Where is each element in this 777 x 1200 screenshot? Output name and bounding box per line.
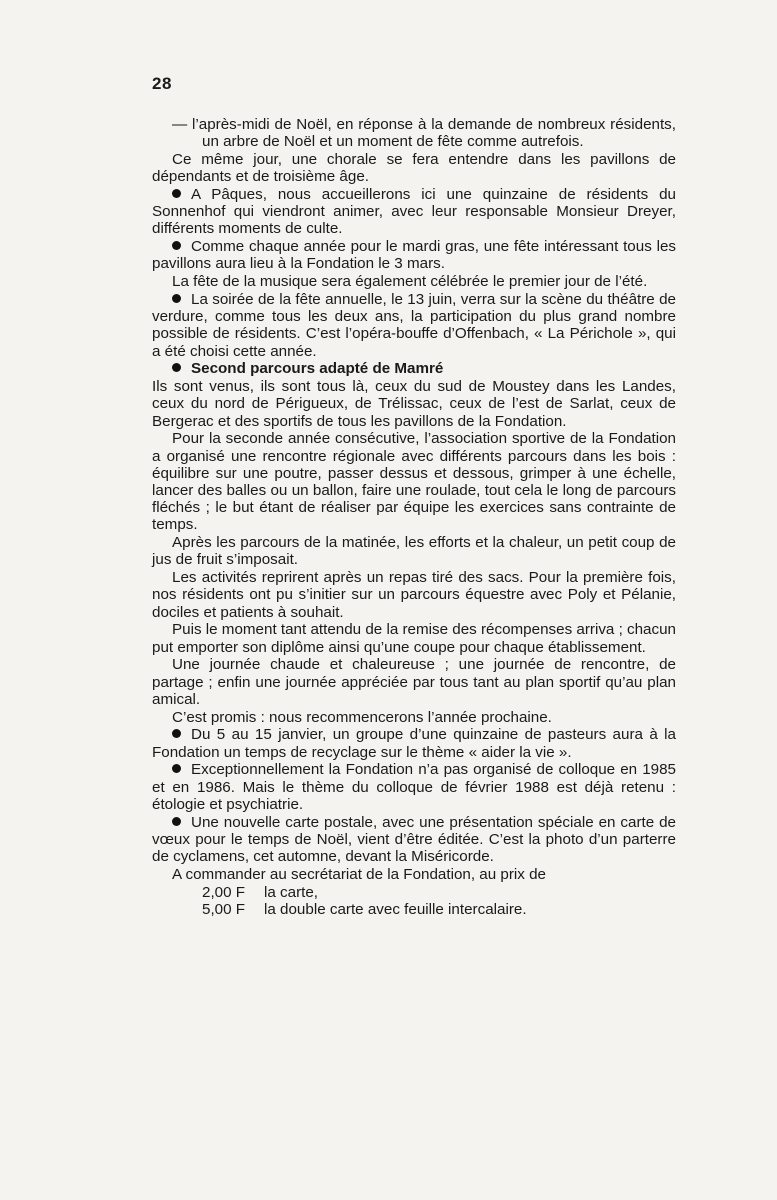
paragraph-mardi-gras: Comme chaque année pour le mardi gras, une fête intéressant tous les pavillons aura lieu à la Fondation le 3 mars. — [152, 238, 676, 273]
paragraph-promise: C’est promis : nous recommencerons l’année prochaine. — [172, 708, 552, 726]
bullet-icon — [172, 363, 181, 372]
paragraph-morning: Après les parcours de la matinée, les efforts et la chaleur, un petit coup de jus de fruit s’imposait. — [152, 534, 676, 569]
paragraph-annual-fete: La soirée de la fête annuelle, le 13 juin, verra sur la scène du théâtre de verdure, comme tous les deux ans, la participation du plus grand nombre possible de résidents. C’est l’opéra-bouffe d’Offenbach, « La Périchole », qui a été choisi cette année. — [152, 291, 676, 360]
bullet-icon — [172, 189, 181, 198]
paragraph-sports-course: Pour la seconde année consécutive, l’association sportive de la Fondation a organisé une rencontre régionale avec différents parcours dans les bois : équilibre sur une poutre, passer dessus et dessous, grimper à une échelle, lancer des balles ou un ballon, faire une roulade, tout cela le long de parcours fléchés ; le but étant de réaliser par équipe les exercices sans contrainte de temps. — [152, 430, 676, 534]
price-amount: 2,00 F — [202, 883, 246, 901]
bullet-icon — [172, 241, 181, 250]
page-body — [152, 116, 676, 918]
paragraph-choir: Ce même jour, une chorale se fera entendre dans les pavillons de dépendants et de troisième âge. — [152, 151, 676, 186]
paragraph-postcard: Une nouvelle carte postale, avec une présentation spéciale en carte de vœux pour le temps de Noël, vient d’être éditée. C’est la photo d’un parterre de cyclamens, cet automne, devant la Miséricorde. — [152, 813, 676, 866]
paragraph-christmas-tree: — l’après-midi de Noël, en réponse à la demande de nombreux résidents, un arbre de Noël et un moment de fête comme autrefois. — [172, 116, 676, 151]
price-line — [152, 901, 676, 918]
price-line — [152, 884, 676, 901]
price-label: la carte, — [264, 883, 319, 901]
bullet-icon — [172, 729, 181, 738]
bullet-icon — [172, 294, 181, 303]
paragraph-music-day: La fête de la musique sera également célébrée le premier jour de l’été. — [172, 273, 648, 291]
paragraph-rewards: Puis le moment tant attendu de la remise des récompenses arriva ; chacun put emporter son diplôme ainsi qu’une coupe pour chaque établissement. — [152, 621, 676, 656]
price-label: la double carte avec feuille intercalaire. — [264, 900, 527, 918]
paragraph-afternoon: Les activités reprirent après un repas tiré des sacs. Pour la première fois, nos résidents ont pu s’initier sur un parcours équestre avec Poly et Pélanie, dociles et patients à souhait. — [152, 569, 676, 621]
page-number: 28 — [152, 74, 172, 93]
price-amount: 5,00 F — [202, 900, 246, 918]
paragraph-summary: Une journée chaude et chaleureuse ; une journée de rencontre, de partage ; enfin une journée appréciée par tous tant au plan sportif qu’au plan amical. — [152, 656, 676, 708]
bullet-icon — [172, 764, 181, 773]
paragraph-colloque: Exceptionnellement la Fondation n’a pas organisé de colloque en 1985 et en 1986. Mais le thème du colloque de février 1988 est déjà retenu : étologie et psychiatrie. — [152, 761, 676, 813]
paragraph-order: A commander au secrétariat de la Fondation, au prix de — [172, 865, 546, 883]
paragraph-pastors: Du 5 au 15 janvier, un groupe d’une quinzaine de pasteurs aura à la Fondation un temps de recyclage sur le thème « aider la vie ». — [152, 726, 676, 761]
bullet-icon — [172, 817, 181, 826]
section-heading-mamre: Second parcours adapté de Mamré — [152, 360, 676, 377]
paragraph-participants: Ils sont venus, ils sont tous là, ceux du sud de Moustey dans les Landes, ceux du nord de Périgueux, de Trélissac, ceux de l’est de Sarlat, ceux de Bergerac et des sportifs de tous les pavillons de la Fondation. — [152, 378, 676, 430]
paragraph-easter: A Pâques, nous accueillerons ici une quinzaine de résidents du Sonnenhof qui viendront animer, avec leur responsable Monsieur Dreyer, différents moments de culte. — [152, 186, 676, 238]
